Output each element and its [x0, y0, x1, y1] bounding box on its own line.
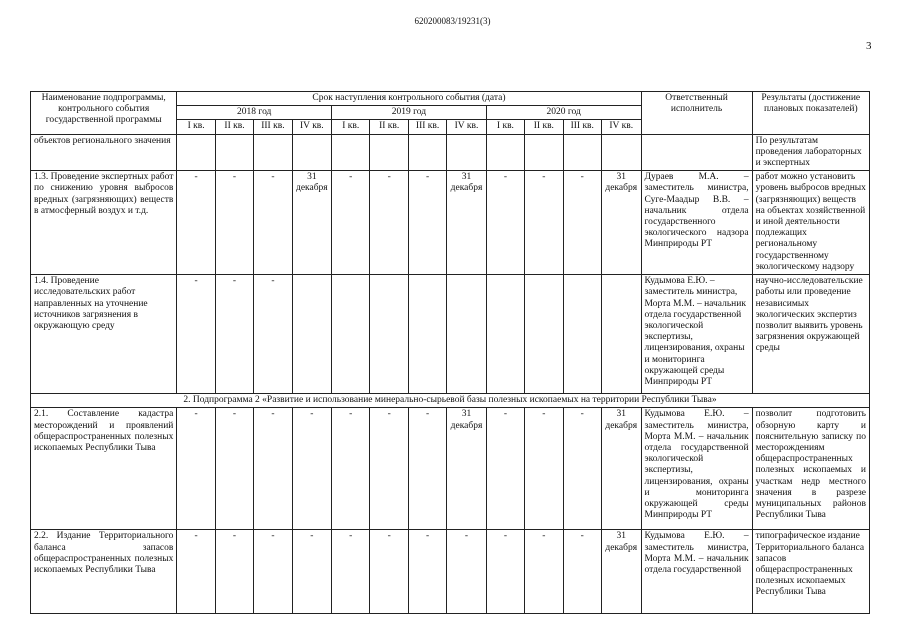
responsible-person: Кудымова Е.Ю. – заместитель министра, Морта М.М. – начальник отдела государственной экологической экспертизы, лицензирования, охраны и мониторинга окружающей среды Минприроды РТ	[641, 275, 752, 394]
quarter-cell	[292, 275, 331, 394]
quarter-cell: 31 декабря	[601, 171, 641, 275]
quarter-cell: 31 декабря	[292, 171, 331, 275]
table-row	[31, 530, 870, 614]
quarter-cell: -	[370, 408, 408, 530]
header-quarter: I кв.	[486, 120, 524, 134]
quarter-cell	[601, 275, 641, 394]
expected-result: работ можно установить уровень выбросов вредных (загрязняющих) веществ на объектах хозяйственной и иной деятельности подлежащих региональному государственному экологическому надзору	[752, 171, 869, 275]
header-results: Результаты (достижение плановых показателей)	[752, 92, 869, 135]
quarter-cell: 31 декабря	[447, 171, 486, 275]
responsible-person: Кудымова Е.Ю. – заместитель министра, Морта М.М. – начальник отдела государственной	[641, 530, 752, 614]
quarter-cell	[177, 134, 215, 171]
quarter-cell: -	[563, 171, 601, 275]
quarter-cell: -	[408, 408, 446, 530]
table-row	[31, 408, 870, 530]
header-year: 2020 год	[486, 106, 641, 120]
table-row	[31, 134, 870, 171]
header-quarter: II кв.	[525, 120, 563, 134]
quarter-cell	[332, 275, 370, 394]
quarter-cell: -	[332, 408, 370, 530]
header-quarter: I кв.	[177, 120, 215, 134]
quarter-cell	[601, 134, 641, 171]
quarter-cell: -	[370, 171, 408, 275]
quarter-cell: 31 декабря	[601, 408, 641, 530]
quarter-cell	[525, 134, 563, 171]
header-quarter: II кв.	[370, 120, 408, 134]
quarter-cell	[563, 275, 601, 394]
quarter-cell	[408, 275, 446, 394]
header-quarter: I кв.	[332, 120, 370, 134]
quarter-cell	[447, 134, 486, 171]
quarter-cell: -	[525, 408, 563, 530]
header-year: 2019 год	[332, 106, 487, 120]
quarter-cell: -	[408, 530, 446, 614]
header-quarter: IV кв.	[447, 120, 486, 134]
quarter-cell: 31 декабря	[447, 408, 486, 530]
expected-result: типографическое издание Территориального баланса запасов общераспространенных полезных ископаемых Республики Тыва	[752, 530, 869, 614]
quarter-cell: -	[525, 171, 563, 275]
quarter-cell: -	[215, 408, 253, 530]
quarter-cell: -	[254, 530, 292, 614]
quarter-cell	[525, 275, 563, 394]
quarter-cell: -	[525, 530, 563, 614]
quarter-cell: -	[486, 171, 524, 275]
header-quarter: III кв.	[408, 120, 446, 134]
quarter-cell: -	[447, 530, 486, 614]
quarter-cell: -	[332, 171, 370, 275]
quarter-cell: -	[215, 171, 253, 275]
quarter-cell: -	[177, 530, 215, 614]
header-quarter: IV кв.	[292, 120, 331, 134]
quarter-cell	[370, 134, 408, 171]
quarter-cell: -	[177, 275, 215, 394]
quarter-cell: -	[370, 530, 408, 614]
quarter-cell: -	[486, 408, 524, 530]
responsible-person: Дураев М.А. – заместитель министра, Суге-Маадыр В.В. – начальник отдела государственного экологического надзора Минприроды РТ	[641, 171, 752, 275]
header-quarter: III кв.	[563, 120, 601, 134]
quarter-cell: -	[177, 171, 215, 275]
quarter-cell	[215, 134, 253, 171]
quarter-cell: -	[332, 530, 370, 614]
quarter-cell: -	[408, 171, 446, 275]
header-deadline: Срок наступления контрольного события (дата)	[177, 92, 641, 106]
responsible-person	[641, 134, 752, 171]
quarter-cell: -	[215, 275, 253, 394]
table-row	[31, 171, 870, 275]
header-quarter: III кв.	[254, 120, 292, 134]
event-name: 1.4. Проведение исследовательских работ направленных на уточнение источников загрязнения в окружающую среду	[31, 275, 177, 394]
table-row	[31, 275, 870, 394]
quarter-cell: -	[292, 408, 331, 530]
quarter-cell: -	[563, 530, 601, 614]
quarter-cell: -	[215, 530, 253, 614]
event-name: объектов регионального значения	[31, 134, 177, 171]
event-name: 2.1. Составление кадастра месторождений и проявлений общераспространенных полезных ископаемых Республики Тыва	[31, 408, 177, 530]
quarter-cell	[486, 134, 524, 171]
quarter-cell: -	[177, 408, 215, 530]
responsible-person: Кудымова Е.Ю. – заместитель министра, Морта М.М. – начальник отдела государственной экологической экспертизы, лицензирования, охраны и мониторинга окружающей среды Минприроды РТ	[641, 408, 752, 530]
quarter-cell: 31 декабря	[601, 530, 641, 614]
header-name: Наименование подпрограммы, контрольного события государственной программы	[31, 92, 177, 135]
quarter-cell	[486, 275, 524, 394]
quarter-cell: -	[486, 530, 524, 614]
header-responsible: Ответственный исполнитель	[641, 92, 752, 135]
header-quarter: IV кв.	[601, 120, 641, 134]
quarter-cell	[563, 134, 601, 171]
quarter-cell	[254, 134, 292, 171]
header-year: 2018 год	[177, 106, 332, 120]
quarter-cell	[370, 275, 408, 394]
quarter-cell	[408, 134, 446, 171]
quarter-cell: -	[254, 171, 292, 275]
expected-result: По результатам проведения лабораторных и экспертных	[752, 134, 869, 171]
quarter-cell	[332, 134, 370, 171]
quarter-cell: -	[563, 408, 601, 530]
quarter-cell: -	[254, 408, 292, 530]
expected-result: научно-исследовательские работы или проведение независимых экологических экспертиз позволит выявить уровень загрязнения окружающей среды	[752, 275, 869, 394]
page-number: 3	[866, 40, 872, 52]
section-heading: 2. Подпрограмма 2 «Развитие и использование минерально-сырьевой базы полезных ископаемых на территории Республики Тыва»	[31, 394, 870, 408]
event-name: 2.2. Издание Территориального баланса запасов общераспространенных полезных ископаемых Республики Тыва	[31, 530, 177, 614]
quarter-cell	[292, 134, 331, 171]
event-name: 1.3. Проведение экспертных работ по снижению уровня выбросов вредных (загрязняющих) веществ в атмосферный воздух и т.д.	[31, 171, 177, 275]
control-events-table	[30, 91, 870, 614]
document-id: 620200083/19231(3)	[414, 16, 491, 26]
expected-result: позволит подготовить обзорную карту и пояснительную записку по месторождениям общераспространенных полезных ископаемых и участкам недр местного значения в разрезе муниципальных районов Республики Тыва	[752, 408, 869, 530]
quarter-cell: -	[254, 275, 292, 394]
quarter-cell	[447, 275, 486, 394]
quarter-cell: -	[292, 530, 331, 614]
header-quarter: II кв.	[215, 120, 253, 134]
